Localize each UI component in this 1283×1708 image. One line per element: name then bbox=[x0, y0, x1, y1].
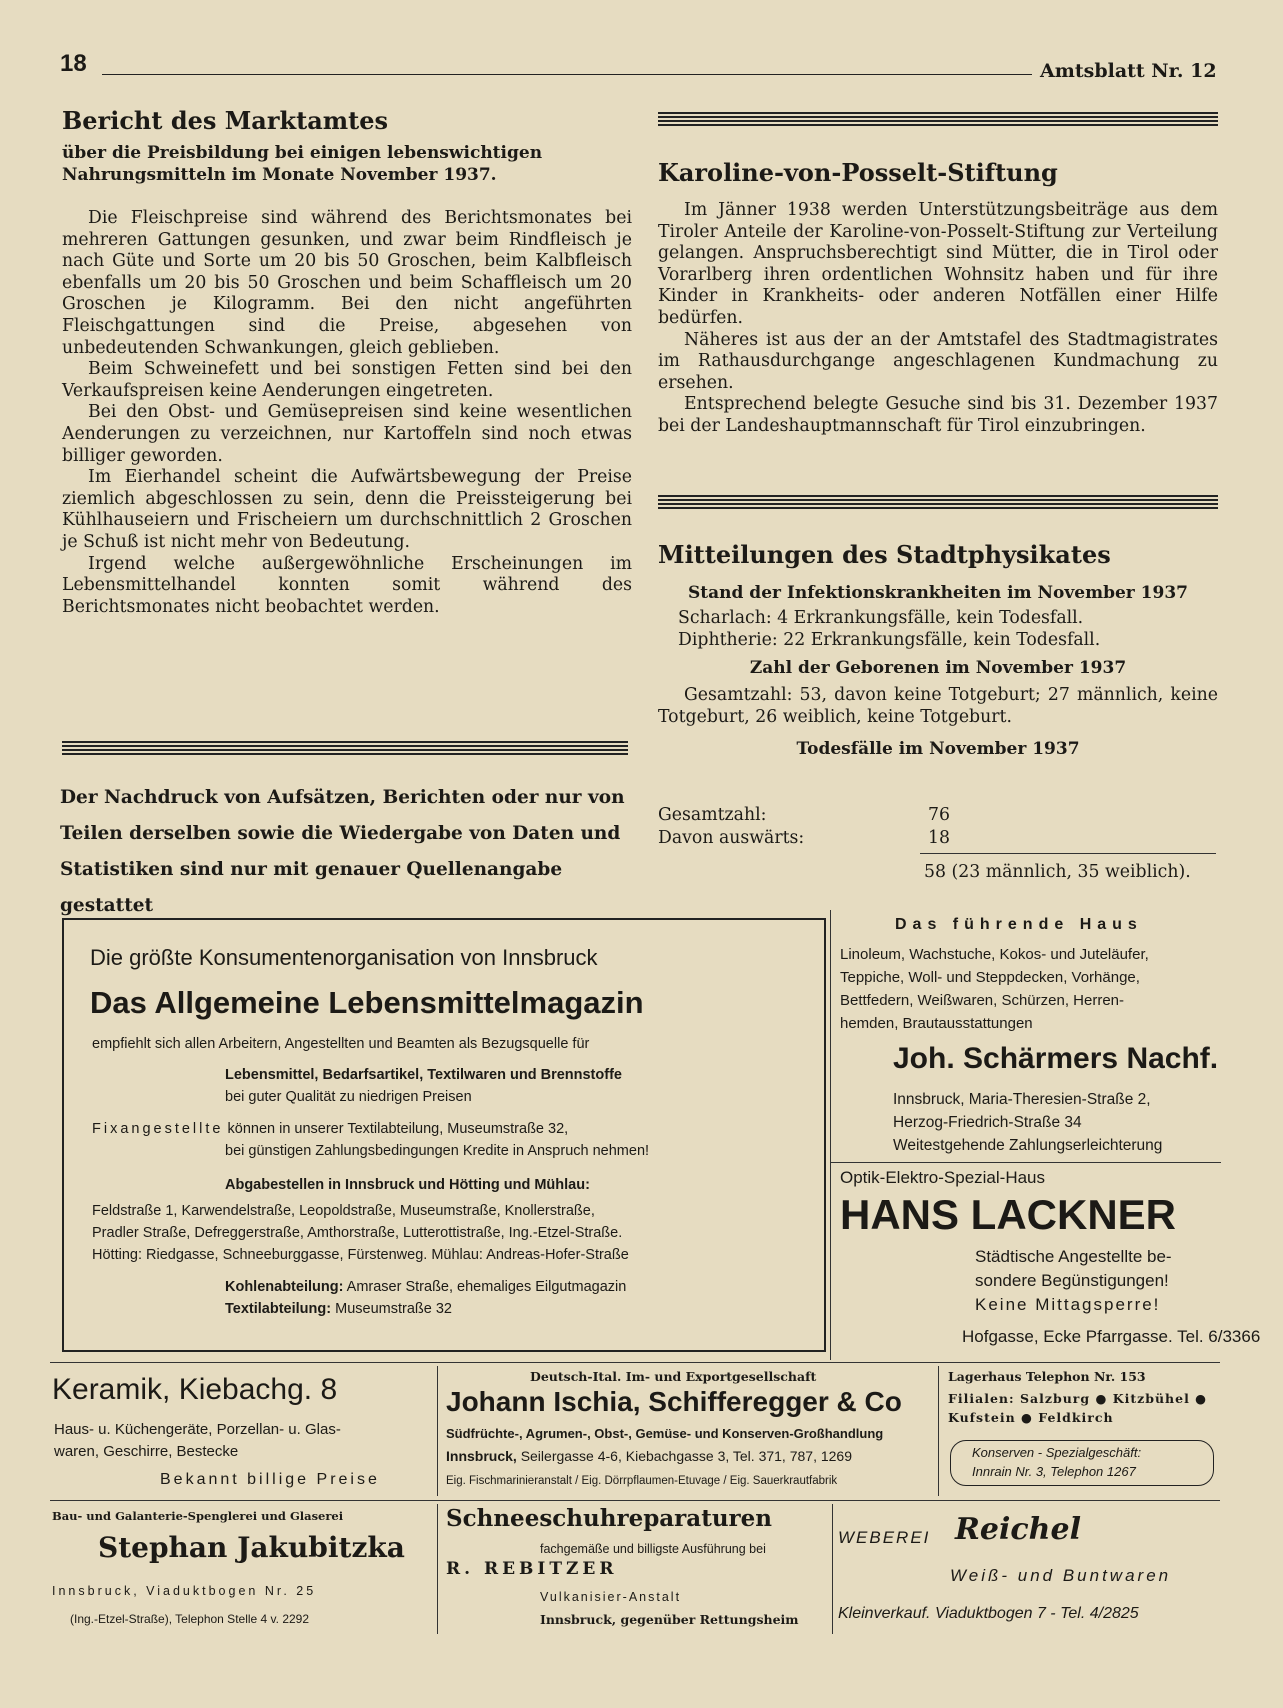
jakubitzka-top: Bau- und Galanterie-Spenglerei und Glaserei bbox=[52, 1509, 344, 1523]
deaths-value: 18 bbox=[928, 828, 950, 848]
konsum-abgabe-line: Feldstraße 1, Karwendelstraße, Leopoldstraße, Museumstraße, Knollerstraße, bbox=[92, 1203, 595, 1219]
ad-separator bbox=[832, 1504, 833, 1634]
lackner-name: HANS LACKNER bbox=[840, 1191, 1176, 1238]
schaermer-line: Linoleum, Wachstuche, Kokos- und Juteläufer, bbox=[840, 946, 1149, 963]
reichel-name: Reichel bbox=[955, 1512, 1081, 1547]
posselt-foundation bbox=[658, 158, 1218, 438]
lackner-line: sondere Begünstigungen! bbox=[975, 1271, 1169, 1290]
deaths-value: 76 bbox=[928, 805, 950, 825]
deaths-row bbox=[658, 805, 1218, 825]
schaermer-line: Bettfedern, Weißwaren, Schürzen, Herren- bbox=[840, 992, 1125, 1009]
konsum-line2: empfiehlt sich allen Arbeitern, Angestellten und Beamten als Bezugsquelle für bbox=[92, 1036, 590, 1052]
ischia-name: Johann Ischia, Schifferegger & Co bbox=[446, 1386, 902, 1417]
infections-heading: Stand der Infektionskrankheiten im November 1937 bbox=[688, 583, 1188, 603]
reichel-prefix: WEBEREI bbox=[838, 1528, 931, 1547]
konsum-abgabe-line: Hötting: Riedgasse, Schneeburggasse, Fürstenweg. Mühlau: Andreas-Hofer-Straße bbox=[92, 1247, 629, 1263]
konsum-kohle bbox=[225, 1278, 626, 1297]
schaermer-name: Joh. Schärmers Nachf. bbox=[893, 1042, 1219, 1075]
births-heading: Zahl der Geborenen im November 1937 bbox=[749, 658, 1127, 679]
paragraph: Im Eierhandel scheint die Aufwärtsbewegung der Preise ziemlich abgeschlossen zu sein, denn die Preissteigerung bei Kühlhauseiern und Frischeiern um durchschnittlich 2 Groschen je Schuß ist nicht mehr von Bedeutung. bbox=[62, 467, 632, 552]
keramik-name: Keramik, Kiebachg. 8 bbox=[52, 1373, 338, 1406]
lagerhaus-filialen: Filialen: Salzburg ● Kitzbühel ● Kufstein ● Feldkirch bbox=[948, 1391, 1208, 1425]
reprint-notice bbox=[60, 780, 630, 924]
paragraph: Beim Schweinefett und bei sonstigen Fetten sind bei den Verkaufspreisen keine Aenderungen eingetreten. bbox=[62, 359, 632, 401]
jakubitzka-address: Innsbruck, Viaduktbogen Nr. 25 bbox=[52, 1584, 317, 1598]
ad-separator bbox=[830, 910, 831, 1360]
konsum-kohle-value: Amraser Straße, ehemaliges Eilgutmagazin bbox=[346, 1279, 627, 1295]
deaths-result: 58 (23 männlich, 35 weiblich). bbox=[924, 862, 1191, 882]
paragraph: Die Fleischpreise sind während des Berichtsmonates bei mehreren Gattungen gesunken, und zwar beim Rindfleisch je nach Güte und Sorte um 20 bis 50 Groschen, beim Kalbfleisch ebenfalls um 20 bis 50 Groschen und beim Schaffleisch um 20 Groschen je Kilogramm. Bei den nicht angeführten Fleischgattungen sind die Preise, abgesehen von unbedeutenden Schwankungen, gleich geblieben. bbox=[62, 208, 632, 358]
keramik-line: Haus- u. Küchengeräte, Porzellan- u. Glas- bbox=[54, 1421, 341, 1438]
konsum-textil-value: Museumstraße 32 bbox=[335, 1301, 452, 1317]
konsum-textil-label: Textilabteilung: bbox=[225, 1301, 332, 1317]
births-text: Gesamtzahl: 53, davon keine Totgeburt; 27 männlich, keine Totgeburt, 26 weiblich, keine Totgeburt. bbox=[658, 685, 1218, 727]
rebitzer-name: R. REBITZER bbox=[446, 1559, 618, 1579]
ad-separator bbox=[831, 1162, 1221, 1163]
lagerhaus-top: Lagerhaus Telephon Nr. 153 bbox=[948, 1369, 1146, 1384]
konsum-kohle-label: Kohlenabteilung: bbox=[225, 1279, 344, 1295]
deaths-heading: Todesfälle im November 1937 bbox=[796, 739, 1080, 760]
konsum-abgabe-heading: Abgabestellen in Innsbruck und Hötting und Mühlau: bbox=[225, 1177, 590, 1193]
rebitzer-line: fachgemäße und billigste Ausführung bei bbox=[540, 1542, 766, 1556]
lackner-top: Optik-Elektro-Spezial-Haus bbox=[840, 1168, 1046, 1187]
ad-separator bbox=[938, 1366, 939, 1496]
publication-title: Amtsblatt Nr. 12 bbox=[1040, 60, 1217, 82]
konsum-quality: bei guter Qualität zu niedrigen Preisen bbox=[225, 1089, 472, 1105]
divider-rule bbox=[62, 741, 628, 755]
schaermer-address: Herzog-Friedrich-Straße 34 bbox=[893, 1114, 1082, 1131]
ad-separator bbox=[50, 1362, 1220, 1363]
jakubitzka-address2: (Ing.-Etzel-Straße), Telephon Stelle 4 v. 2292 bbox=[70, 1612, 310, 1626]
schaermer-line: hemden, Brautausstattungen bbox=[840, 1015, 1033, 1032]
konsum-goods: Lebensmittel, Bedarfsartikel, Textilwaren und Brennstoffe bbox=[225, 1067, 622, 1083]
notice-line: Der Nachdruck von Aufsätzen, Berichten oder nur von bbox=[60, 787, 625, 808]
konsum-textil bbox=[225, 1300, 452, 1319]
keramik-line: waren, Geschirre, Bestecke bbox=[54, 1443, 239, 1460]
reichel-line: Weiß- und Buntwaren bbox=[950, 1566, 1172, 1585]
divider-rule bbox=[658, 495, 1218, 509]
physikat-title: Mitteilungen des Stadtphysikates bbox=[658, 540, 1111, 569]
schaermer-line: Teppiche, Woll- und Steppdecken, Vorhänge, bbox=[840, 969, 1140, 986]
lackner-address: Hofgasse, Ecke Pfarrgasse. Tel. 6/3366 bbox=[962, 1327, 1261, 1346]
infection-line: Scharlach: 4 Erkrankungsfälle, kein Todesfall. bbox=[678, 608, 1084, 628]
konserven-line: Konserven - Spezialgeschäft: bbox=[972, 1445, 1142, 1460]
paragraph: Entsprechend belegte Gesuche sind bis 31. Dezember 1937 bei der Landeshauptmannschaft für Tirol einzubringen. bbox=[658, 394, 1218, 436]
market-report bbox=[62, 106, 632, 618]
deaths-label: Davon auswärts: bbox=[658, 828, 805, 848]
schaermer-address: Innsbruck, Maria-Theresien-Straße 2, bbox=[893, 1091, 1151, 1108]
sum-line bbox=[920, 853, 1216, 854]
rebitzer-title: Schneeschuhreparaturen bbox=[446, 1505, 773, 1532]
ad-separator bbox=[50, 1500, 1220, 1501]
paragraph: Irgend welche außergewöhnliche Erscheinungen im Lebensmittelhandel konnten somit während des Berichtsmonates nicht beobachtet werden. bbox=[62, 553, 632, 617]
konsum-abgabe-line: Pradler Straße, Defreggerstraße, Amthorstraße, Lutterottistraße, Ing.-Etzel-Straße. bbox=[92, 1225, 623, 1241]
notice-line: Teilen derselben sowie die Wiedergabe von Daten und bbox=[60, 823, 621, 844]
divider-rule bbox=[658, 112, 1218, 126]
keramik-slogan: Bekannt billige Preise bbox=[160, 1471, 380, 1488]
notice-line: Statistiken sind nur mit genauer Quellenangabe gestattet bbox=[60, 859, 563, 916]
paragraph: Im Jänner 1938 werden Unterstützungsbeiträge aus dem Tiroler Anteile der Karoline-von-Posselt-Stiftung zur Verteilung gelangen. Anspruchsberechtigt sind Mütter, die in Tirol oder Vorarlberg ihren ordentlichen Wohnsitz haben und für ihre Kinder in Krankheits- oder anderen Notfällen einer Hilfe bedürfen. bbox=[658, 200, 1218, 328]
konsum-name: Das Allgemeine Lebensmittelmagazin bbox=[90, 985, 644, 1020]
reichel-address: Kleinverkauf. Viaduktbogen 7 - Tel. 4/2825 bbox=[838, 1605, 1139, 1622]
konsum-line1: Die größte Konsumentenorganisation von Innsbruck bbox=[90, 945, 598, 970]
lackner-line: Keine Mittagsperre! bbox=[975, 1295, 1161, 1314]
deaths-label: Gesamtzahl: bbox=[658, 805, 767, 825]
paragraph: Näheres ist aus der an der Amtstafel des Stadtmagistrates im Rathausdurchgange angeschlagenen Kundmachung zu ersehen. bbox=[658, 329, 1218, 393]
lackner-line: Städtische Angestellte be- bbox=[975, 1247, 1172, 1266]
posselt-title: Karoline-von-Posselt-Stiftung bbox=[658, 158, 1058, 187]
header-rule bbox=[102, 74, 1032, 75]
jakubitzka-name: Stephan Jakubitzka bbox=[98, 1531, 405, 1564]
rebitzer-address: Innsbruck, gegenüber Rettungsheim bbox=[540, 1612, 799, 1627]
rebitzer-line: Vulkanisier-Anstalt bbox=[540, 1590, 682, 1604]
ischia-city: Innsbruck, bbox=[446, 1448, 517, 1464]
ad-separator bbox=[437, 1366, 438, 1496]
ischia-bottom: Eig. Fischmarinieranstalt / Eig. Dörrpflaumen-Etuvage / Eig. Sauerkrautfabrik bbox=[446, 1475, 838, 1487]
deaths-row bbox=[658, 828, 1218, 848]
paragraph: Bei den Obst- und Gemüsepreisen sind keine wesentlichen Aenderungen zu verzeichnen, nur Kartoffeln sind noch etwas billiger geworden. bbox=[62, 402, 632, 466]
infection-line: Diphtherie: 22 Erkrankungsfälle, kein Todesfall. bbox=[678, 629, 1101, 650]
konserven-line: Innrain Nr. 3, Telephon 1267 bbox=[972, 1464, 1136, 1479]
konsum-fix1-label: Fixangestellte bbox=[92, 1121, 224, 1137]
schaermer-address: Weitestgehende Zahlungserleichterung bbox=[893, 1137, 1163, 1154]
ischia-addr: Seilergasse 4-6, Kiebachgasse 3, Tel. 371, 787, 1269 bbox=[520, 1448, 852, 1464]
konsum-fix1 bbox=[92, 1120, 568, 1139]
ischia-address bbox=[446, 1447, 852, 1466]
ischia-goods: Südfrüchte-, Agrumen-, Obst-, Gemüse- und Konserven-Großhandlung bbox=[446, 1426, 884, 1441]
market-report-title: Bericht des Marktamtes bbox=[62, 106, 389, 135]
konsum-fix2: bei günstigen Zahlungsbedingungen Kredite in Anspruch nehmen! bbox=[225, 1143, 650, 1159]
physikat-section bbox=[658, 540, 1218, 766]
page-number: 18 bbox=[60, 50, 87, 77]
ad-separator bbox=[437, 1504, 438, 1634]
ischia-top: Deutsch-Ital. Im- und Exportgesellschaft bbox=[530, 1369, 817, 1384]
konsum-fix1-text: können in unserer Textilabteilung, Museumstraße 32, bbox=[227, 1121, 569, 1137]
market-report-subtitle: über die Preisbildung bei einigen lebenswichtigen Nahrungsmitteln im Monate November 1937. bbox=[62, 143, 543, 185]
schaermer-top: Das führende Haus bbox=[895, 916, 1143, 933]
